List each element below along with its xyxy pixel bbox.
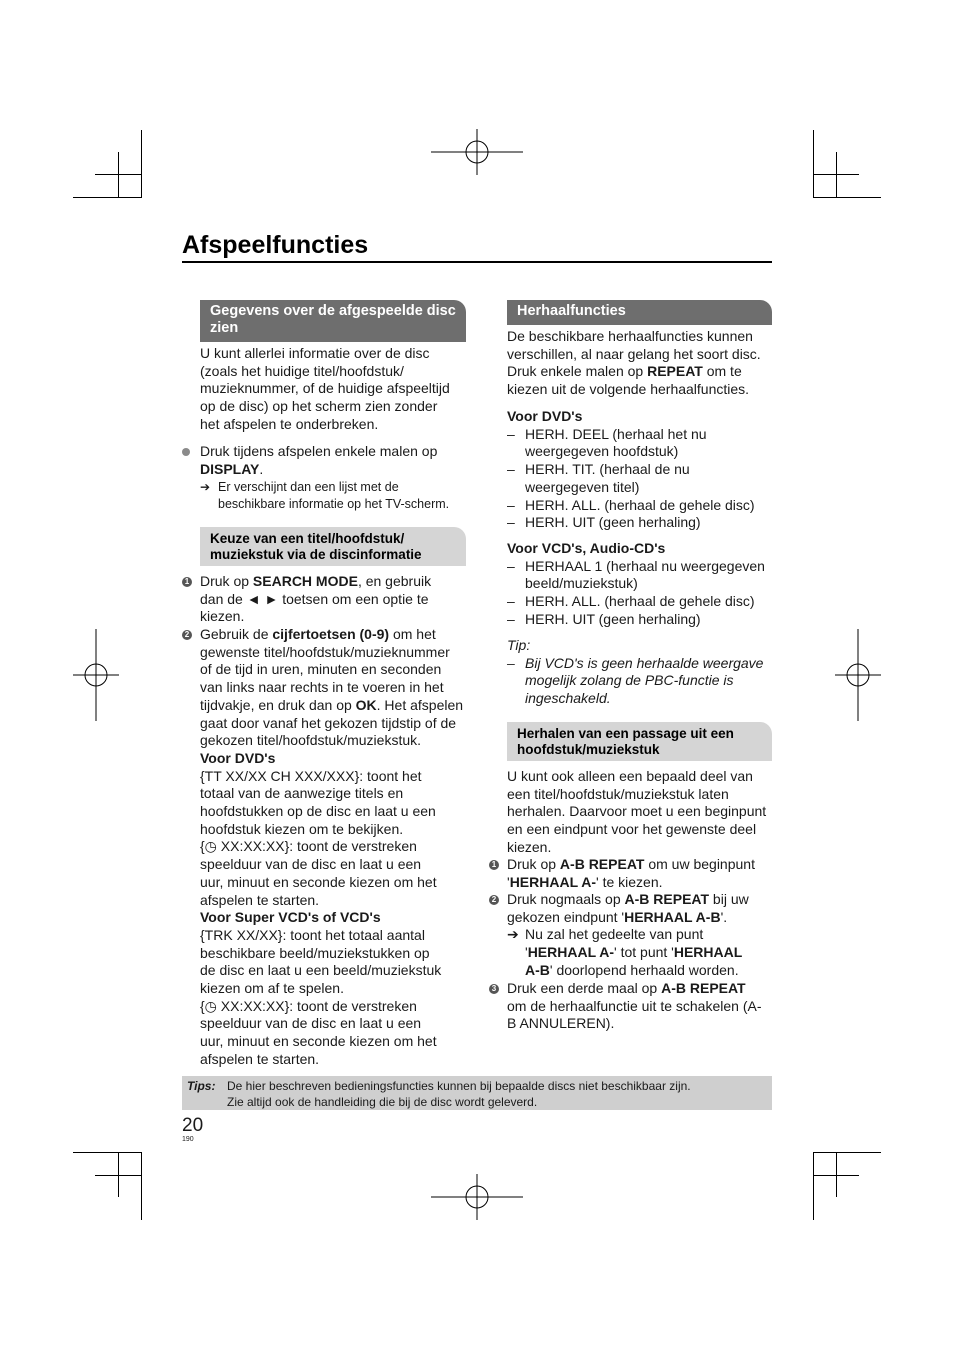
clock-icon: {◷ [200,838,217,855]
text-line: of de tijd in uren, minuten en seconden [200,661,442,678]
text-line: de disc en laat u een beeld/muziekstuk [200,962,442,979]
step-number-icon: 3 [489,984,499,994]
page-number: 20 [182,1115,204,1136]
display-instruction [200,443,470,478]
text: HERH. DEEL (herhaal het nu [525,425,707,442]
ab-repeat-key: A-B REPEAT [661,980,746,996]
text: Druk nogmaals op [507,891,625,907]
ab-step-1 [507,856,777,891]
text-line: dan de ◄ ► toetsen om een optie te [200,590,429,607]
crop-mark [813,197,881,198]
list-item: – HERH. ALL. (herhaal de gehele disc) [507,496,755,513]
text-line: kiezen om af te spelen. [200,980,344,997]
ok-key: OK [355,696,377,713]
text-line: op de disc) op het scherm zien zonder [200,398,438,415]
ab-repeat-key: A-B REPEAT [624,891,710,907]
text-line: afspelen te starten. [200,1050,320,1067]
text: ' tot punt ' [614,944,674,961]
text-line: kiezen. [507,838,552,855]
tips-line: De hier beschreven bedieningsfuncties kunnen bij bepaalde discs niet beschikbaar zijn. [227,1079,691,1093]
display-text: HERHAAL A- [509,873,597,890]
crop-mark [836,152,837,197]
registration-mark [73,629,119,721]
registration-mark [835,629,881,721]
tip-block [507,637,777,708]
text: ' doorlopend herhaald worden. [549,961,739,978]
text-line: speelduur van de disc en laat u een [200,856,422,873]
text: . [259,460,264,477]
text: '. [720,908,728,925]
list-item: – HERH. DEEL (herhaal het nu [507,425,707,442]
text-line: afspelen te starten. [200,891,320,908]
display-result [200,479,472,513]
text-line: uur, minuut en seconde kiezen om het [200,1033,437,1050]
registration-mark [431,1174,523,1220]
text-line: B ANNULEREN). [507,1015,615,1032]
text-line: Er verschijnt dan een lijst met de [218,480,399,494]
repeat-intro [507,328,777,399]
tips-line: Zie altijd ook de handleiding die bij de disc wordt geleverd. [227,1095,538,1109]
text-line: kiezen uit de volgende herhaalfuncties. [507,381,750,398]
clock-icon: {◷ [200,997,217,1014]
text-line: gaat door vanaf het gekozen tijdstip of de [200,714,457,731]
page-sub-number: 190 [182,1136,194,1143]
text: Nu zal het gedeelte van punt [525,926,704,943]
text-line: een titel/hoofdstuk/muziekstuk laten [507,785,729,802]
ab-step-2 [507,891,777,980]
text-line: ingeschakeld. [525,690,611,707]
text: XX:XX:XX}: toont de verstreken [216,997,417,1014]
step-number-icon: 1 [182,577,192,587]
arrow-icon: ➔ [507,926,519,943]
number-keys-step [200,626,470,1069]
section-header-ab-repeat: Herhalen van een passage uit een hoofdstuk/muziekstuk [507,722,772,761]
repeat-key: REPEAT [647,363,703,380]
subheading: Voor DVD's [200,749,276,766]
crop-mark [813,130,814,198]
text: om uw beginpunt [644,856,755,872]
list-item: – HERH. TIT. (herhaal de nu [507,461,690,478]
text: tijdvakje, en druk dan op [200,696,356,713]
vcd-repeat-list [507,540,777,629]
text: Druk enkele malen op [507,363,648,380]
text: om te [702,363,742,380]
display-text: A-B [525,961,550,978]
tips-box [182,1076,772,1110]
text: HERH. UIT (geen herhaling) [525,610,701,627]
text: HERH. ALL. (herhaal de gehele disc) [525,496,755,513]
text-line: (zoals het huidige titel/hoofdstuk/ [200,362,404,379]
tips-label: Tips: [187,1079,216,1093]
registration-mark [431,129,523,175]
text: ' te kiezen. [596,873,663,890]
section-header-disc-info: Gegevens over de afgespeelde disc zien [200,300,466,342]
text: XX:XX:XX}: toont de verstreken [216,838,417,855]
text-line: {TT XX/XX CH XXX/XXX}: toont het [200,767,422,784]
ab-intro [507,768,777,857]
text-line: mogelijk zolang de PBC-functie is [525,672,734,689]
text: ' [507,873,510,890]
text-line: totaal van de aanwezige titels en [200,785,404,802]
text-line: beschikbare beeld/muziekstukken op [200,944,430,961]
text-line: en een eindpunt voor het gewenste deel [507,821,757,838]
text-line: verschillen, al naar gelang het soort disc. [507,345,761,362]
ab-step-3 [507,980,777,1033]
list-item: – HERHAAL 1 (herhaal nu weergegeven [507,557,765,574]
section-header-select-title: Keuze van een titel/hoofdstuk/ muziekstuk via de discinformatie [200,527,466,566]
text: , en gebruik [357,573,432,589]
search-mode-key: SEARCH MODE [252,573,358,589]
list-item: – HERH. UIT (geen herhaling) [507,514,701,531]
text-line: van links naar rechts in te voeren in het [200,679,444,696]
display-key: DISPLAY [200,460,260,477]
crop-mark [73,197,142,198]
text-line: beschikbare informatie op het TV-scherm. [218,497,450,511]
text-line: uur, minuut en seconde kiezen om het [200,873,437,890]
text-line: gewenste titel/hoofdstuk/muzieknummer [200,643,450,660]
text: HERH. ALL. (herhaal de gehele disc) [525,593,755,610]
text-line: beeld/muziekstuk) [525,575,638,592]
bullet-icon [182,448,190,456]
subheading: Voor DVD's [507,408,583,424]
text-line: De beschikbare herhaalfuncties kunnen [507,328,753,344]
section-header-repeat: Herhaalfuncties [507,300,772,325]
text-line: hoofdstuk kiezen om te bekijken. [200,820,404,837]
text: Druk tijdens afspelen enkele malen op [200,443,438,459]
step-number-icon: 2 [489,895,499,905]
text: HERH. UIT (geen herhaling) [525,514,701,531]
crop-mark [813,1152,881,1153]
text-line: {TRK XX/XX}: toont het totaal aantal [200,926,425,943]
text-line: U kunt ook alleen een bepaald deel van [507,768,753,784]
subheading: Voor Super VCD's of VCD's [200,909,381,926]
text-line: weergegeven titel) [525,478,640,495]
tip-label: Tip: [507,637,531,653]
crop-mark [141,130,142,198]
text: Druk op [200,573,253,589]
text: HERHAAL 1 (herhaal nu weergegeven [525,557,765,574]
text: bij uw [709,891,749,907]
text-line: speelduur van de disc en laat u een [200,1015,422,1032]
left-intro [200,345,470,434]
text-line: weergegeven hoofdstuk) [525,443,679,460]
text: Druk op [507,856,560,872]
text: om het [389,626,436,642]
dvd-repeat-list [507,408,777,532]
text-line: herhalen. Daarvoor moet u een beginpunt [507,803,767,820]
text: Gebruik de [200,626,273,642]
crop-mark [73,1152,142,1153]
text-line: kiezen. [200,608,245,625]
crop-mark [141,1152,142,1220]
arrow-icon: ➔ [200,480,211,494]
number-keys: cijfertoetsen (0-9) [272,626,390,642]
text: Druk een derde maal op [507,980,662,996]
step-number-icon: 2 [182,630,192,640]
text-line: hoofdstukken op de disc en laat u een [200,803,436,820]
crop-mark [813,1152,814,1220]
crop-mark [836,1152,837,1197]
list-item: – HERH. ALL. (herhaal de gehele disc) [507,593,755,610]
text-line: muzieknummer, of de huidige afspeeltijd [200,380,450,397]
text-line: om de herhaalfunctie uit te schakelen (A- [507,997,762,1014]
crop-mark [118,1152,119,1197]
text: HERH. TIT. (herhaal de nu [525,461,690,478]
display-text: HERHAAL A- [527,944,615,961]
display-text: HERHAAL A-B [624,908,721,925]
text: gekozen eindpunt ' [507,908,625,925]
text-line: het afspelen te onderbreken. [200,415,379,432]
text: ' [525,944,528,961]
text: . Het afspelen [376,696,464,713]
crop-mark [118,152,119,197]
page-title: Afspeelfuncties [182,231,772,263]
list-item: – HERH. UIT (geen herhaling) [507,610,701,627]
subheading: Voor VCD's, Audio-CD's [507,540,666,556]
text: Bij VCD's is geen herhaalde weergave [525,654,764,671]
text-line: U kunt allerlei informatie over de disc [200,345,430,361]
search-mode-step [200,573,470,626]
text-line: gekozen titel/hoofdstuk/muziekstuk. [200,732,422,749]
list-item: – Bij VCD's is geen herhaalde weergave [507,654,764,671]
display-text: HERHAAL [673,944,743,961]
step-number-icon: 1 [489,860,499,870]
ab-repeat-key: A-B REPEAT [559,856,645,872]
